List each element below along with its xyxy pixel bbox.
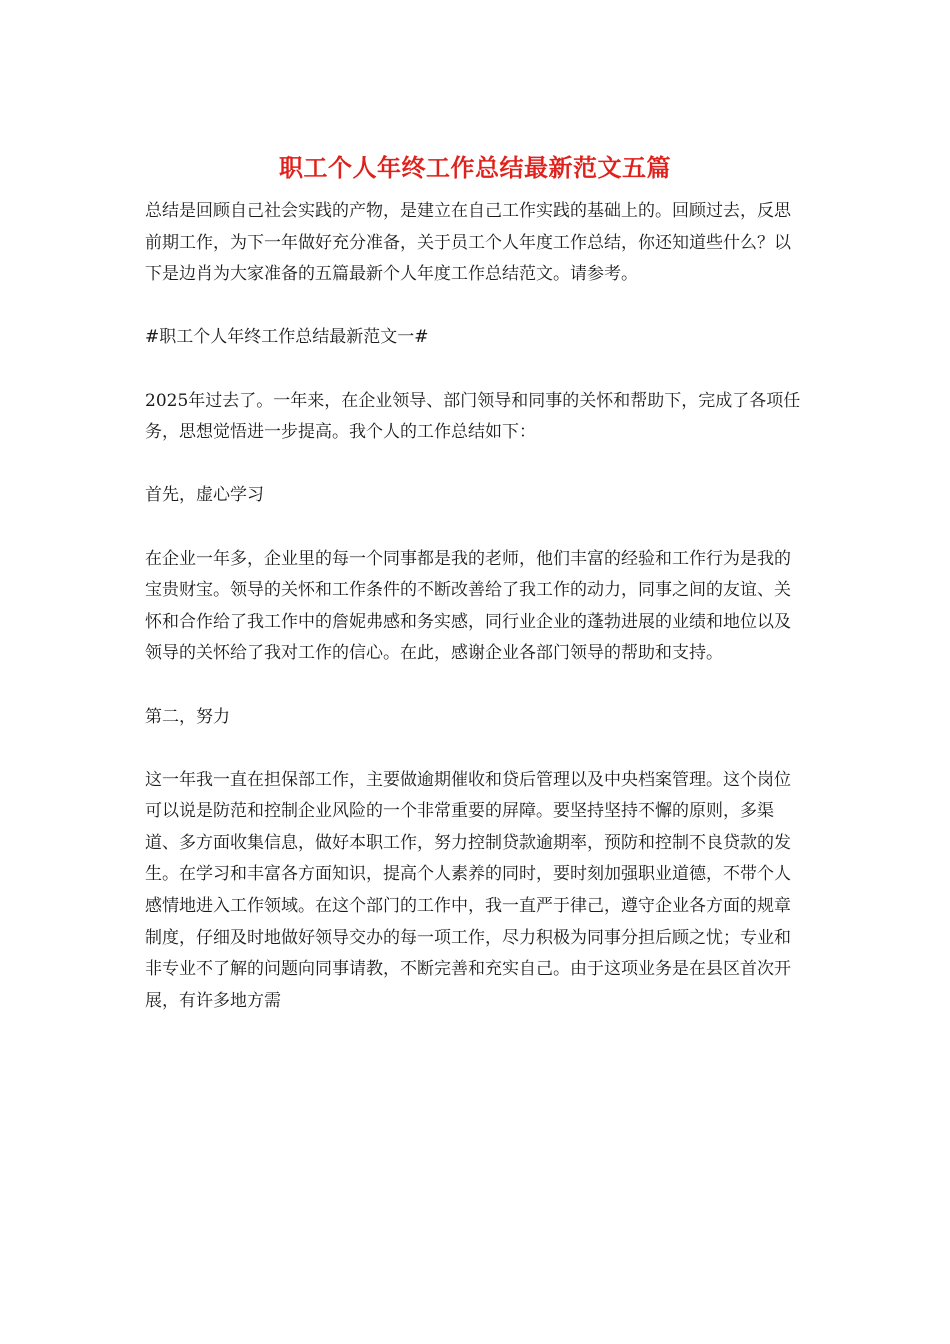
document-body <box>145 196 805 1049</box>
body-paragraph: 这一年我一直在担保部工作，主要做逾期催收和贷后管理以及中央档案管理。这个岗位可以说是防范和控制企业风险的一个非常重要的屏障。要坚持坚持不懈的原则，多渠道、多方面收集信息，做好本职工作，努力控制贷款逾期率，预防和控制不良贷款的发生。在学习和丰富各方面知识，提高个人素养的同时，要时刻加强职业道德，不带个人感情地进入工作领域。在这个部门的工作中，我一直严于律己，遵守企业各方面的规章制度，仔细及时地做好领导交办的每一项工作，尽力积极为同事分担后顾之忧；专业和非专业不了解的问题向同事请教，不断完善和充实自己。由于这项业务是在县区首次开展，有许多地方需 <box>145 769 791 1011</box>
subheading-second: 第二，努力 <box>145 706 230 727</box>
section-heading: #职工个人年终工作总结最新范文一# <box>145 327 429 348</box>
intro-paragraph: 总结是回顾自己社会实践的产物，是建立在自己工作实践的基础上的。回顾过去，反思前期工作，为下一年做好充分准备，关于员工个人年度工作总结，你还知道些什么？以下是边肖为大家准备的五篇最新个人年度工作总结范文。请参考。 <box>145 201 791 285</box>
body-paragraph: 在企业一年多，企业里的每一个同事都是我的老师，他们丰富的经验和工作行为是我的宝贵财宝。领导的关怀和工作条件的不断改善给了我工作的动力，同事之间的友谊、关怀和合作给了我工作中的詹妮弗感和务实感，同行业企业的蓬勃进展的业绩和地位以及领导的关怀给了我对工作的信心。在此，感谢企业各部门领导的帮助和支持。 <box>145 548 791 664</box>
body-paragraph: 2025年过去了。一年来，在企业领导、部门领导和同事的关怀和帮助下，完成了各项任务，思想觉悟进一步提高。我个人的工作总结如下： <box>145 390 801 443</box>
document-title: 职工个人年终工作总结最新范文五篇 <box>279 153 671 182</box>
subheading-first: 首先，虚心学习 <box>145 485 264 506</box>
